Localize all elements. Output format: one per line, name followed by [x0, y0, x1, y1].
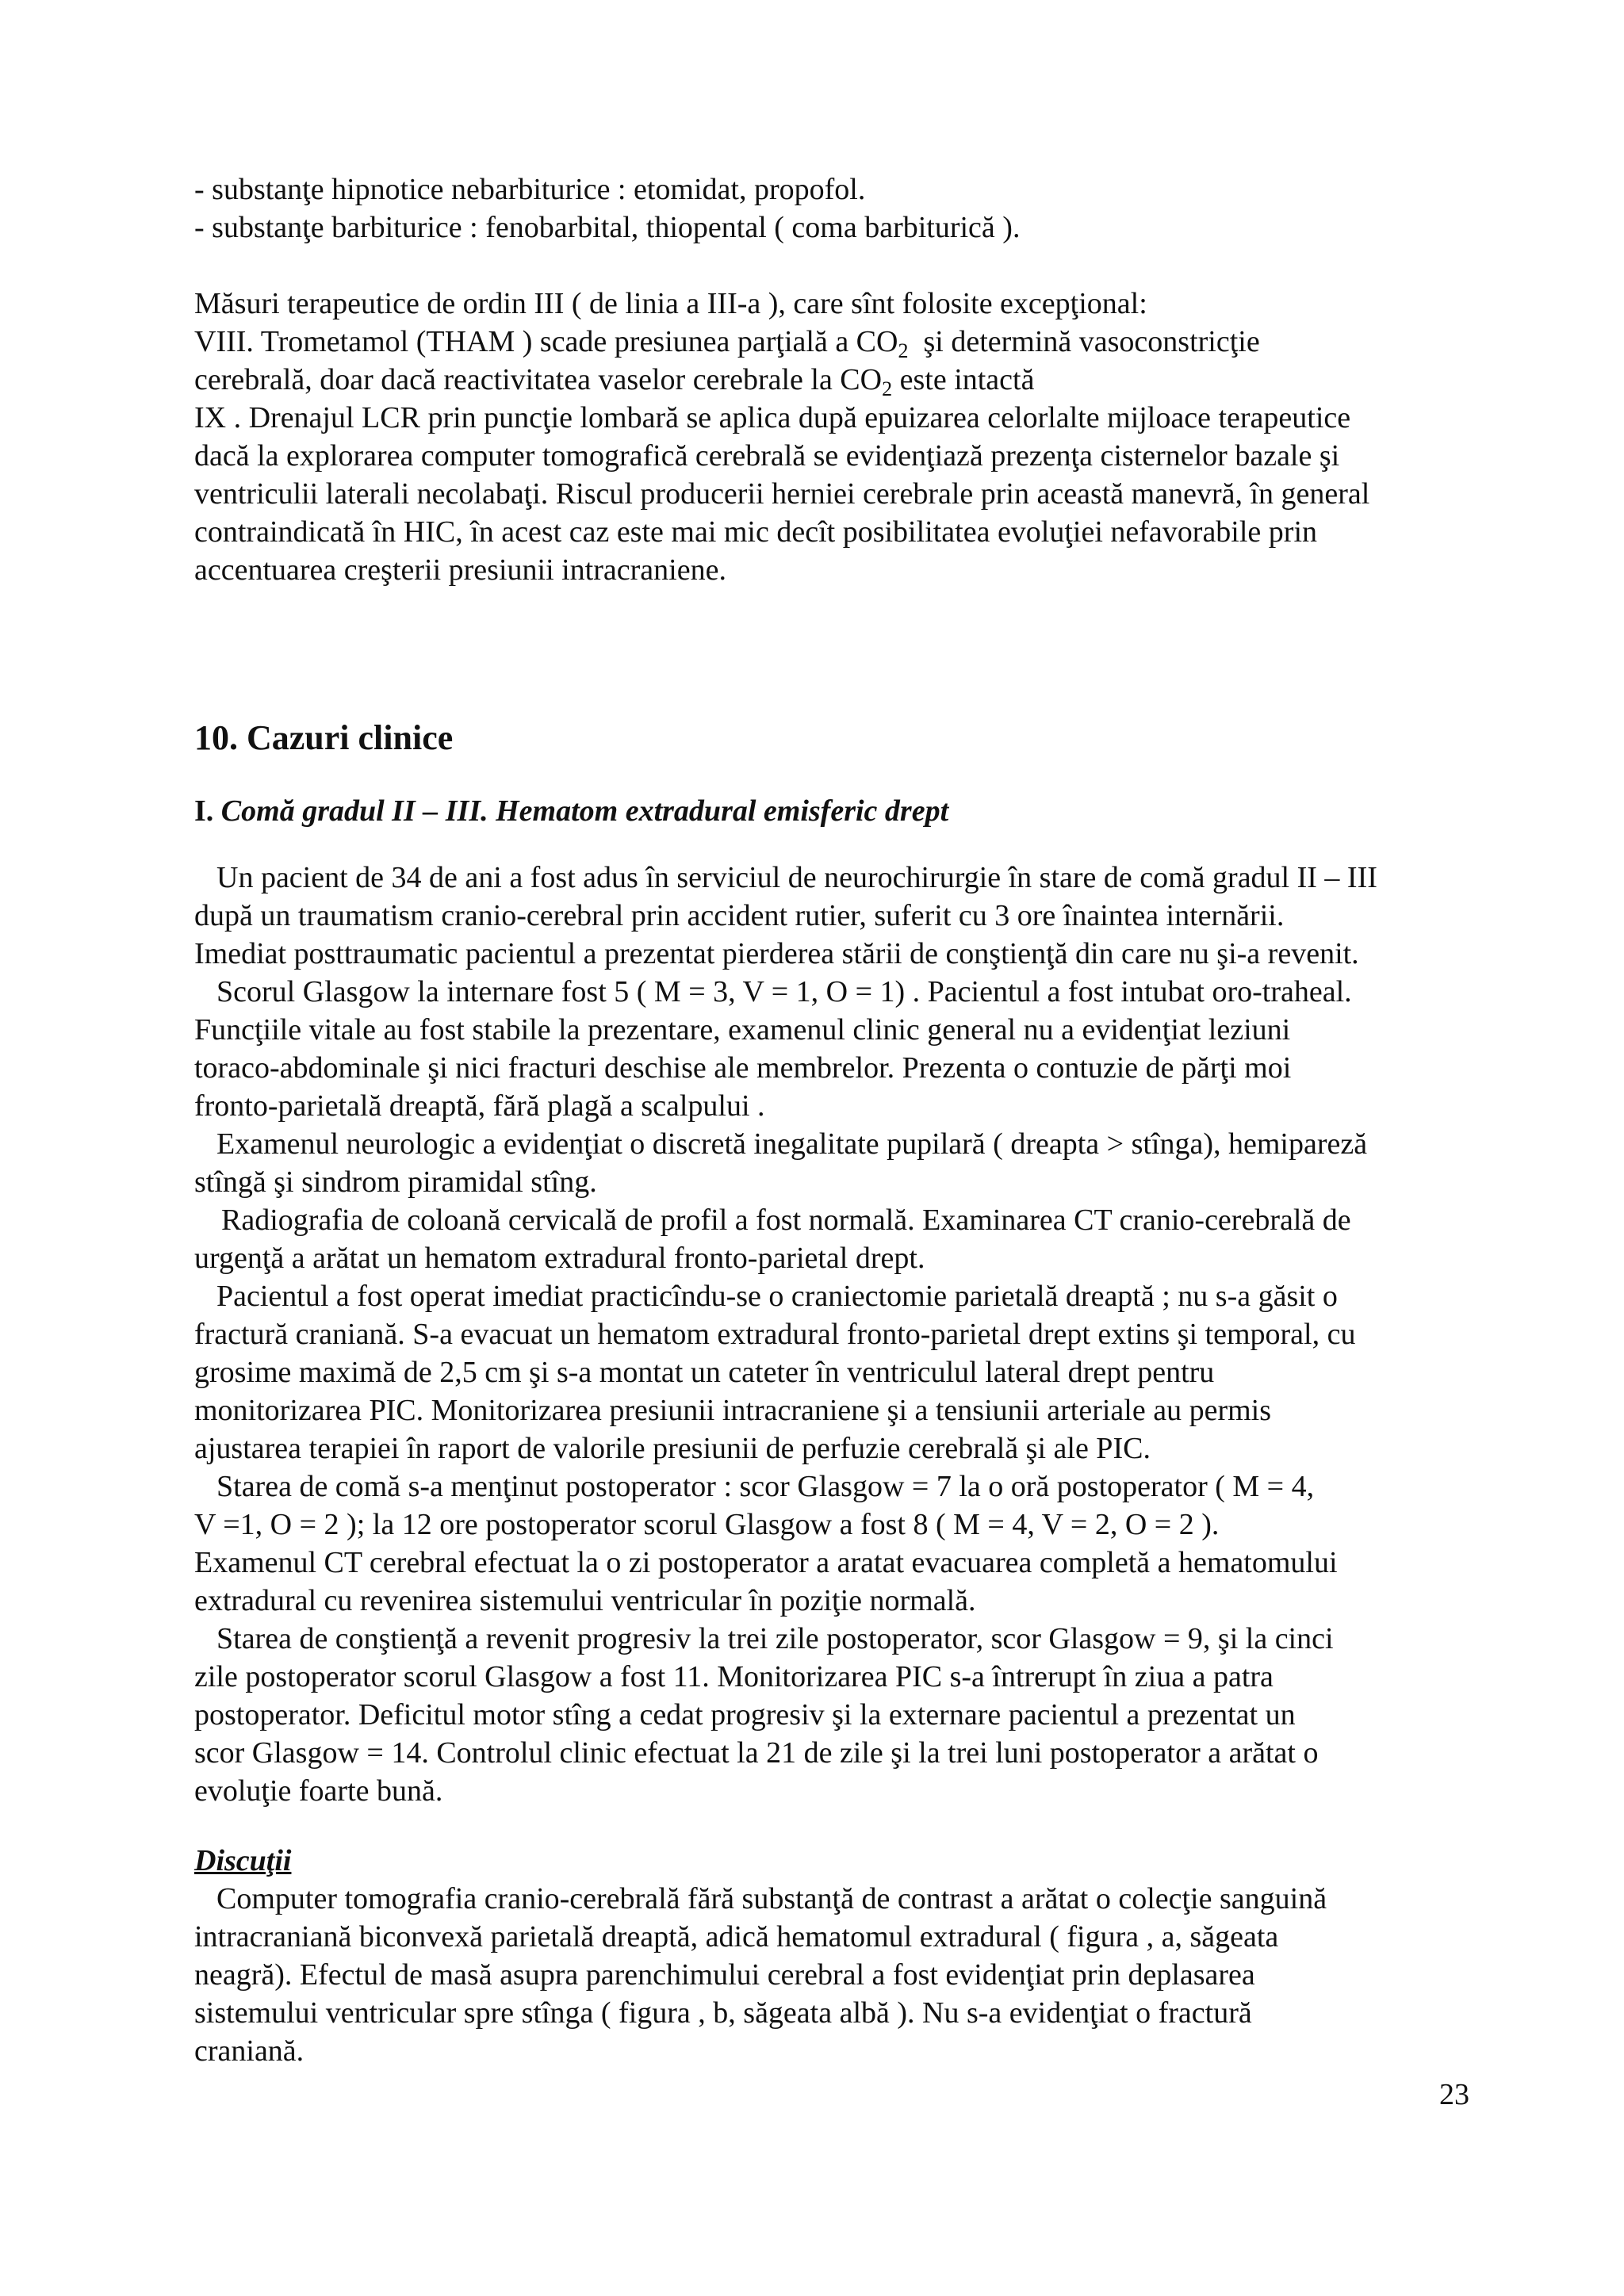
- text-line: Computer tomografia cranio-cerebrală fără substanţă de contrast a arătat o colecţie sanguină: [216, 1882, 1327, 1915]
- text-line: Funcţiile vitale au fost stabile la prezentare, examenul clinic general nu a evidenţiat leziuni: [194, 1013, 1291, 1047]
- text-line: craniană.: [194, 2034, 304, 2068]
- text-line: scor Glasgow = 14. Controlul clinic efectuat la 21 de zile şi la trei luni postoperator a arătat o: [194, 1736, 1319, 1770]
- page-content: [194, 170, 1463, 2070]
- text-line: Pacientul a fost operat imediat practicîndu-se o craniectomie parietală dreaptă ; nu s-a găsit o: [216, 1280, 1338, 1313]
- text-line: grosime maximă de 2,5 cm şi s-a montat un cateter în ventriculul lateral drept pentru: [194, 1356, 1215, 1389]
- case-text: [194, 859, 1463, 1810]
- text-line: Imediat posttraumatic pacientul a prezentat pierderea stării de conştienţă din care nu şi-a revenit.: [194, 937, 1359, 970]
- text-line: Scorul Glasgow la internare fost 5 ( M = 3, V = 1, O = 1) . Pacientul a fost intubat oro-traheal.: [216, 975, 1352, 1008]
- text-line: sistemului ventricular spre stînga ( figura , b, săgeata albă ). Nu s-a evidenţiat o fractură: [194, 1996, 1252, 2030]
- measure-viii-line: cerebrală, doar dacă reactivitatea vaselor cerebrale la $CO_2$ este intactă: [194, 363, 1035, 400]
- text-line: ajustarea terapiei în raport de valorile presiunii de perfuzie cerebrală şi ale PIC.: [194, 1432, 1151, 1465]
- text-line: Examenul neurologic a evidenţiat o discretă inegalitate pupilară ( dreapta > stînga), hemipareză: [216, 1127, 1368, 1161]
- text-line: monitorizarea PIC. Monitorizarea presiunii intracraniene şi a tensiunii arteriale au permis: [194, 1394, 1271, 1427]
- text-line: toraco-abdominale şi nici fracturi deschise ale membrelor. Prezenta o contuzie de părţi moi: [194, 1051, 1292, 1085]
- text-line: zile postoperator scorul Glasgow a fost 11. Monitorizarea PIC s-a întrerupt în ziua a patra: [194, 1660, 1274, 1693]
- discussion-text: [194, 1880, 1463, 2070]
- text-line: extradural cu revenirea sistemului ventricular în poziţie normală.: [194, 1584, 976, 1617]
- text-line: intracraniană biconvexă parietală dreaptă, adică hematomul extradural ( figura , a, săgeata: [194, 1920, 1279, 1954]
- case-title: I. Comă gradul II – III. Hematom extradural emisferic drept: [194, 794, 949, 828]
- text-line: urgenţă a arătat un hematom extradural fronto-parietal drept.: [194, 1242, 925, 1275]
- text-line: după un traumatism cranio-cerebral prin accident rutier, suferit cu 3 ore înaintea internării.: [194, 899, 1285, 932]
- text-line: contraindicată în HIC, în acest caz este mai mic decît posibilitatea evoluţiei nefavorabile prin: [194, 515, 1318, 549]
- text-line: fractură craniană. S-a evacuat un hematom extradural fronto-parietal drept extins şi temporal, cu: [194, 1318, 1356, 1351]
- text-line: neagră). Efectul de masă asupra parenchimului cerebral a fost evidenţiat prin deplasarea: [194, 1958, 1255, 1992]
- text-line: evoluţie foarte bună.: [194, 1774, 443, 1808]
- text-line: IX . Drenajul LCR prin puncţie lombară se aplica după epuizarea celorlalte mijloace terapeutice: [194, 401, 1351, 434]
- discussion-heading: Discuţii: [194, 1844, 292, 1877]
- measure-viii-line: VIII. Trometamol (THAM ) scade presiunea parţială a $CO_2$ şi determină vasoconstricţie: [194, 325, 1260, 362]
- text-line: V =1, O = 2 ); la 12 ore postoperator scorul Glasgow a fost 8 ( M = 4, V = 2, O = 2 ).: [194, 1508, 1220, 1541]
- text-line: ventriculii laterali necolabaţi. Riscul producerii herniei cerebrale prin această manevră, în general: [194, 477, 1370, 511]
- list-item: - substanţe hipnotice nebarbiturice : etomidat, propofol.: [194, 173, 866, 206]
- measure-ix: [194, 399, 1463, 589]
- text-line: postoperator. Deficitul motor stîng a cedat progresiv şi la externare pacientul a prezentat un: [194, 1698, 1296, 1732]
- section-title: 10. Cazuri clinice: [194, 718, 454, 757]
- text-line: Starea de comă s-a menţinut postoperator : scor Glasgow = 7 la o oră postoperator ( M = 4,: [216, 1470, 1315, 1503]
- text-line: Examenul CT cerebral efectuat la o zi postoperator a aratat evacuarea completă a hematomului: [194, 1546, 1338, 1579]
- measures-intro: Măsuri terapeutice de ordin III ( de linia a III-a ), care sînt folosite excepţional:: [194, 287, 1147, 320]
- text-line: Un pacient de 34 de ani a fost adus în serviciul de neurochirurgie în stare de comă gradul II – III: [216, 861, 1377, 894]
- text-line: dacă la explorarea computer tomografică cerebrală se evidenţiază prezenţa cisternelor bazale şi: [194, 439, 1340, 473]
- text-line: Starea de conştienţă a revenit progresiv la trei zile postoperator, scor Glasgow = 9, şi la cinci: [216, 1622, 1334, 1655]
- text-line: Radiografia de coloană cervicală de profil a fost normală. Examinarea CT cranio-cerebrală de: [221, 1203, 1351, 1237]
- text-line: fronto-parietală dreaptă, fără plagă a scalpului .: [194, 1089, 765, 1123]
- list-item: - substanţe barbiturice : fenobarbital, thiopental ( coma barbiturică ).: [194, 211, 1021, 244]
- text-line: accentuarea creşterii presiunii intracraniene.: [194, 553, 726, 587]
- text-line: stîngă şi sindrom piramidal stîng.: [194, 1165, 597, 1199]
- page-number: 23: [1439, 2078, 1469, 2111]
